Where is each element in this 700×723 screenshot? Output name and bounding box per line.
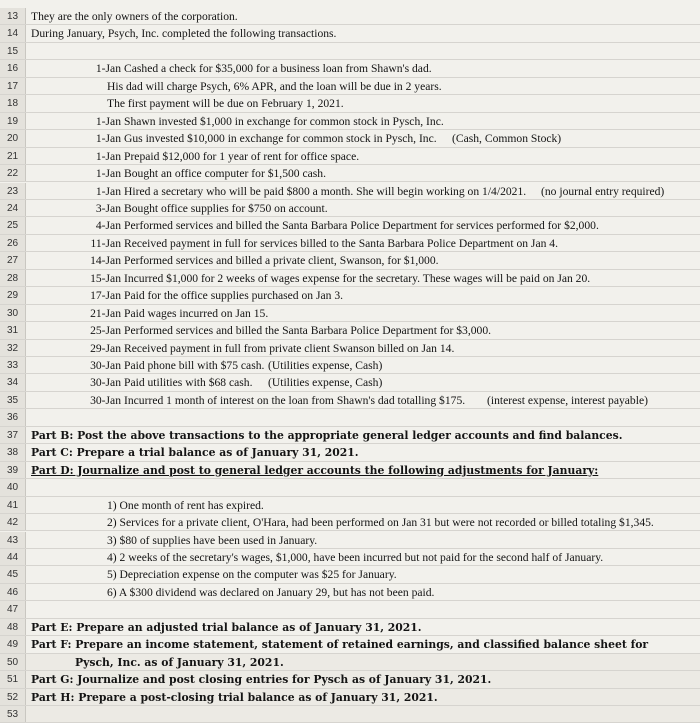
sheet-row[interactable]	[0, 130, 700, 147]
cell-adj[interactable]: 2) Services for a private client, O'Hara, had been performed on Jan 31 but were not recorded or billed totaling $1,345.	[107, 516, 654, 530]
sheet-row[interactable]	[0, 374, 700, 391]
row-number[interactable]: 30	[0, 305, 26, 321]
sheet-row[interactable]	[0, 566, 700, 583]
row-number[interactable]: 35	[0, 392, 26, 408]
cell-adj[interactable]: 3) $80 of supplies have been used in January.	[107, 533, 318, 547]
cell-date[interactable]: 14-Jan	[90, 254, 121, 268]
sheet-row[interactable]	[0, 78, 700, 95]
cell-date[interactable]: 29-Jan	[90, 341, 121, 355]
cell-text[interactable]: Paid wages incurred on Jan 15.	[124, 306, 269, 320]
sheet-row[interactable]	[0, 200, 700, 217]
row-number[interactable]: 25	[0, 217, 26, 233]
cell-date[interactable]: 3-Jan	[95, 201, 121, 215]
cell-partcont[interactable]: Pysch, Inc. as of January 31, 2021.	[75, 655, 284, 669]
sheet-row[interactable]	[0, 43, 700, 60]
sheet-row[interactable]	[0, 270, 700, 287]
sheet-row[interactable]	[0, 25, 700, 42]
sheet-row[interactable]	[0, 287, 700, 304]
cell-date[interactable]: 1-Jan	[95, 114, 121, 128]
cell-date[interactable]: 1-Jan	[95, 149, 121, 163]
sheet-row[interactable]	[0, 392, 700, 409]
row-number[interactable]: 36	[0, 409, 26, 425]
sheet-row[interactable]	[0, 497, 700, 514]
row-number[interactable]: 23	[0, 183, 26, 199]
cell-date[interactable]: 1-Jan	[95, 62, 121, 76]
cell-aside[interactable]: (no journal entry required)	[541, 184, 665, 198]
sheet-row[interactable]	[0, 671, 700, 688]
row-number[interactable]: 18	[0, 95, 26, 111]
cell-text[interactable]: Received payment in full from private client Swanson billed on Jan 14.	[124, 341, 455, 355]
cell-aside[interactable]: (Utilities expense, Cash)	[268, 376, 383, 390]
cell-date[interactable]: 4-Jan	[95, 219, 121, 233]
cell-text[interactable]: During January, Psych, Inc. completed the following transactions.	[31, 27, 337, 41]
sheet-row[interactable]	[0, 619, 700, 636]
sheet-row[interactable]	[0, 8, 700, 25]
row-number[interactable]: 40	[0, 479, 26, 495]
sheet-row[interactable]	[0, 305, 700, 322]
sheet-row[interactable]	[0, 706, 700, 723]
sheet-row[interactable]	[0, 217, 700, 234]
cell-cont[interactable]: The first payment will be due on February 1, 2021.	[107, 97, 344, 111]
cell-text[interactable]: Hired a secretary who will be paid $800 a month. She will begin working on 1/4/2021.	[124, 184, 527, 198]
cell-part[interactable]: Part F: Prepare an income statement, statement of retained earnings, and classified balance sheet for	[31, 638, 649, 652]
sheet-row[interactable]	[0, 427, 700, 444]
row-number[interactable]: 52	[0, 689, 26, 705]
sheet-row[interactable]	[0, 689, 700, 706]
cell-adj[interactable]: 6) A $300 dividend was declared on January 29, but has not been paid.	[107, 585, 435, 599]
row-number[interactable]: 39	[0, 462, 26, 478]
cell-text[interactable]: Paid utilities with $68 cash.	[124, 376, 253, 390]
sheet-row[interactable]	[0, 357, 700, 374]
cell-aside[interactable]: (Utilities expense, Cash)	[268, 359, 383, 372]
cell-adj[interactable]: 5) Depreciation expense on the computer was $25 for January.	[107, 568, 397, 582]
cell-text[interactable]: Gus invested $10,000 in exchange for common stock in Pysch, Inc.	[124, 132, 437, 146]
cell-part[interactable]: Part H: Prepare a post-closing trial balance as of January 31, 2021.	[31, 690, 438, 704]
cell-cont[interactable]: His dad will charge Psych, 6% APR, and the loan will be due in 2 years.	[107, 79, 442, 93]
cell-text[interactable]: Incurred 1 month of interest on the loan from Shawn's dad totalling $175.	[124, 393, 466, 407]
cell-date[interactable]: 30-Jan	[90, 393, 121, 407]
row-number[interactable]: 42	[0, 514, 26, 530]
cell-date[interactable]: 30-Jan	[90, 359, 121, 372]
cell-date[interactable]: 17-Jan	[90, 289, 121, 303]
row-number[interactable]: 19	[0, 113, 26, 129]
cell-part[interactable]: Part G: Journalize and post closing entries for Pysch as of January 31, 2021.	[31, 673, 492, 687]
row-number[interactable]: 37	[0, 427, 26, 443]
row-number[interactable]: 34	[0, 374, 26, 390]
sheet-row[interactable]	[0, 584, 700, 601]
cell-text[interactable]: Cashed a check for $35,000 for a business loan from Shawn's dad.	[124, 62, 432, 76]
row-number[interactable]: 24	[0, 200, 26, 216]
row-number[interactable]: 28	[0, 270, 26, 286]
row-number[interactable]: 21	[0, 148, 26, 164]
cell-text[interactable]: Bought an office computer for $1,500 cash.	[124, 167, 326, 181]
cell-aside[interactable]: (Cash, Common Stock)	[452, 132, 562, 146]
sheet-row[interactable]	[0, 322, 700, 339]
cell-text[interactable]: Paid for the office supplies purchased on Jan 3.	[124, 289, 344, 303]
row-number[interactable]: 50	[0, 654, 26, 670]
sheet-row[interactable]	[0, 532, 700, 549]
row-number[interactable]: 45	[0, 566, 26, 582]
row-number[interactable]: 22	[0, 165, 26, 181]
cell-date[interactable]: 1-Jan	[95, 167, 121, 181]
row-number[interactable]: 13	[0, 8, 26, 24]
cell-text[interactable]: They are the only owners of the corporation.	[31, 10, 238, 23]
sheet-row[interactable]	[0, 636, 700, 653]
cell-part[interactable]: Part B: Post the above transactions to the appropriate general ledger accounts and find balances.	[31, 428, 623, 442]
cell-adj[interactable]: 1) One month of rent has expired.	[107, 498, 264, 512]
cell-text[interactable]: Received payment in full for services billed to the Santa Barbara Police Department on Jan 4.	[124, 236, 558, 250]
cell-date[interactable]: 1-Jan	[95, 184, 121, 198]
cell-part[interactable]: Part D: Journalize and post to general ledger accounts the following adjustments for January:	[31, 463, 599, 477]
row-number[interactable]: 47	[0, 601, 26, 617]
row-number[interactable]: 53	[0, 706, 26, 722]
cell-date[interactable]: 11-Jan	[90, 236, 121, 250]
sheet-row[interactable]	[0, 252, 700, 269]
cell-text[interactable]: Prepaid $12,000 for 1 year of rent for office space.	[124, 149, 360, 163]
sheet-row[interactable]	[0, 148, 700, 165]
row-number[interactable]: 33	[0, 357, 26, 373]
cell-date[interactable]: 1-Jan	[95, 132, 121, 146]
cell-part[interactable]: Part E: Prepare an adjusted trial balance as of January 31, 2021.	[31, 620, 422, 634]
row-number[interactable]: 44	[0, 549, 26, 565]
sheet-row[interactable]	[0, 601, 700, 618]
sheet-row[interactable]	[0, 60, 700, 77]
cell-date[interactable]: 25-Jan	[90, 324, 121, 338]
cell-date[interactable]: 21-Jan	[90, 306, 121, 320]
row-number[interactable]: 49	[0, 636, 26, 652]
cell-part[interactable]: Part C: Prepare a trial balance as of January 31, 2021.	[31, 446, 359, 460]
cell-text[interactable]: Shawn invested $1,000 in exchange for common stock in Pysch, Inc.	[124, 114, 444, 128]
row-number[interactable]: 43	[0, 532, 26, 548]
cell-aside[interactable]: (interest expense, interest payable)	[487, 393, 648, 407]
row-number[interactable]: 51	[0, 671, 26, 687]
row-number[interactable]: 27	[0, 252, 26, 268]
sheet-row[interactable]	[0, 183, 700, 200]
row-number[interactable]: 41	[0, 497, 26, 513]
cell-adj[interactable]: 4) 2 weeks of the secretary's wages, $1,000, have been incurred but not paid for the second half of January.	[107, 550, 604, 564]
row-number[interactable]: 29	[0, 287, 26, 303]
row-number[interactable]: 31	[0, 322, 26, 338]
row-number[interactable]: 17	[0, 78, 26, 94]
sheet-row[interactable]	[0, 462, 700, 479]
row-number[interactable]: 46	[0, 584, 26, 600]
sheet-row[interactable]	[0, 654, 700, 671]
row-number[interactable]: 14	[0, 25, 26, 41]
sheet-row[interactable]	[0, 549, 700, 566]
row-number[interactable]: 38	[0, 444, 26, 460]
row-number[interactable]: 26	[0, 235, 26, 251]
sheet-row[interactable]	[0, 235, 700, 252]
sheet-row[interactable]	[0, 95, 700, 112]
sheet-row[interactable]	[0, 409, 700, 426]
cell-text[interactable]: Bought office supplies for $750 on account.	[124, 201, 328, 215]
sheet-row[interactable]	[0, 113, 700, 130]
cell-text[interactable]: Performed services and billed a private client, Swanson, for $1,000.	[124, 254, 439, 268]
sheet-row[interactable]	[0, 514, 700, 531]
cell-text[interactable]: Incurred $1,000 for 2 weeks of wages expense for the secretary. These wages will be paid on Jan 20.	[124, 271, 591, 285]
cell-text[interactable]: Performed services and billed the Santa Barbara Police Department for services performed for $2,000.	[124, 219, 599, 233]
row-number[interactable]: 32	[0, 340, 26, 356]
row-number[interactable]: 16	[0, 60, 26, 76]
row-number[interactable]: 20	[0, 130, 26, 146]
cell-date[interactable]: 15-Jan	[90, 271, 121, 285]
cell-text[interactable]: Paid phone bill with $75 cash.	[124, 359, 265, 372]
row-number[interactable]: 48	[0, 619, 26, 635]
sheet-row[interactable]	[0, 165, 700, 182]
sheet-row[interactable]	[0, 444, 700, 461]
cell-date[interactable]: 30-Jan	[90, 376, 121, 390]
cell-text[interactable]: Performed services and billed the Santa Barbara Police Department for $3,000.	[124, 324, 492, 338]
sheet-row[interactable]	[0, 340, 700, 357]
row-number[interactable]: 15	[0, 43, 26, 59]
sheet-row[interactable]	[0, 479, 700, 496]
